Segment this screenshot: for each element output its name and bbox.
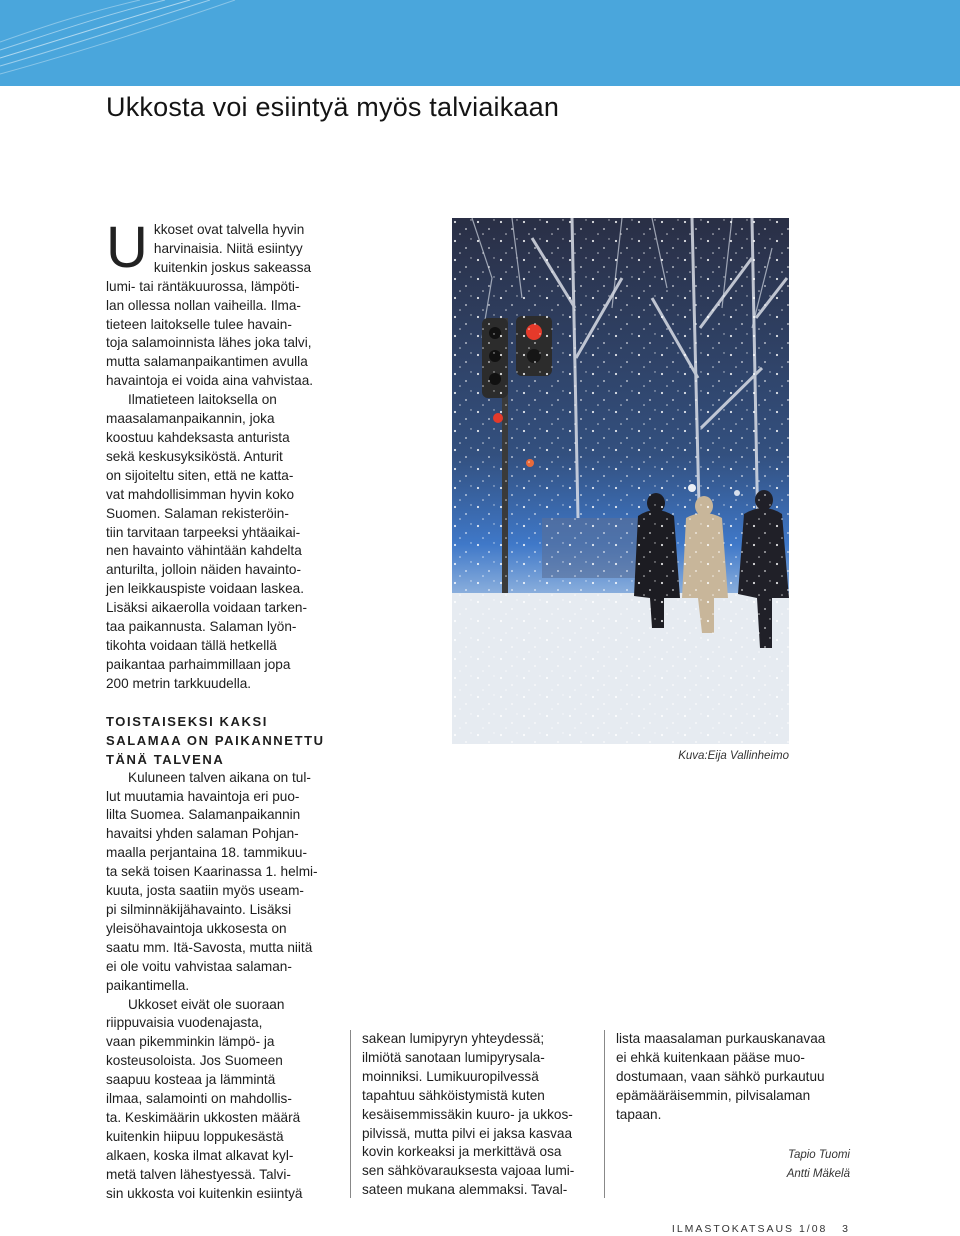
snowstorm-illustration xyxy=(452,218,789,744)
column-2 xyxy=(362,1030,598,1200)
column-3 xyxy=(616,1030,856,1125)
column-divider-2 xyxy=(604,1030,605,1198)
column-1 xyxy=(106,215,338,1204)
column-2-text: sakean lumipyryn yhteydessä; ilmiötä sanotaan lumipyrysala- moinniksi. Lumikuuropilvessä tapahtuu sähköistymistä kuten kesäisemmissäkin kuuro- ja ukkos- pilvissä, mutta pilvi ei jaksa kasvaa kovin korkeaksi ja merkittävä osa sen sähkövarauksesta vajoaa lumi- sateen mukana alemmaksi. Taval- xyxy=(362,1031,575,1198)
header-band xyxy=(0,0,960,86)
article-title: Ukkosta voi esiintyä myös talviaikaan xyxy=(106,92,560,122)
lead-paragraph: kkoset ovat talvella hyvin harvinaisia. Niitä esiintyy kuitenkin joskus sakeassa lumi- tai räntäkuurossa, lämpöti- lan ollessa nollan vaiheilla. Ilma- tieteen laitokselle tulee havain- toja salamoinnista lähes joka talvi, mutta salamanpaikantimen avulla havaintoja ei voida aina vahvistaa. xyxy=(106,222,314,389)
column-3-text: lista maasalaman purkauskanavaa ei ehkä kuitenkaan pääse muo- dostumaan, vaan sähkö purkautuu epämääräisemmin, pilvisalaman tapaan. xyxy=(616,1031,826,1122)
paragraph-observations: Kuluneen talven aikana on tul- lut muutamia havaintoja eri puo- lilta Suomea. Salamanpaikannin havaitsi yhden salaman Pohjan- maalla perjantaina 18. tammikuu- ta sekä toisen Kaarinassa 1. helmi- kuuta, josta saatiin myös useam- pi silminnäkijähavainto. Lisäksi yleisöhavaintoja ukkosesta on saatu mm. Itä-Savosta, mutta niitä ei ole voitu vahvistaa salaman- paikantimella. xyxy=(106,769,318,993)
paragraph-sensors: Ilmatieteen laitoksella on maasalamanpaikannin, joka koostuu kahdeksasta anturista sekä keskusyksiköstä. Anturit on sijoiteltu siten, että ne katta- vat mahdollisimman hyvin koko Suomen. Salaman rekisteröin- tiin tarvitaan tarpeeksi yhtäaikai- nen havainto vähintään kahdelta anturilta, jolloin näiden havainto- jen leikkauspiste voidaan laskea. Lisäksi aikaerolla voidaan tarken- taa paikannusta. Salaman lyön- tikohta voidaan tällä hetkellä paikantaa parhaimmillaan jopa 200 metrin tarkkuudella. xyxy=(106,392,307,691)
paragraph-seasons: Ukkoset eivät ole suoraan riippuvaisia vuodenajasta, vaan pikemminkin lämpö- ja kosteusoloista. Jos Suomeen saapuu kosteaa ja lämmintä ilmaa, salamointi on mahdollis- ta. Keskimäärin ukkosten määrä kuitenkin hiipuu loppukesästä alkaen, koska ilmat alkavat kyl- metä talven lähestyessä. Talvi- sin ukkosta voi kuitenkin esiintyä xyxy=(106,996,303,1201)
photo-credit: Kuva:Eija Vallinheimo xyxy=(678,750,789,762)
author-name: Tapio Tuomi xyxy=(787,1149,850,1161)
snowstorm-photo xyxy=(452,218,789,744)
author-name: Antti Mäkelä xyxy=(786,1168,850,1180)
subheading: TOISTAISEKSI KAKSI SALAMAA ON PAIKANNETTU TÄNÄ TALVENA xyxy=(106,713,325,767)
page-footer: ILMASTOKATSAUS 1/08 3 xyxy=(671,1223,850,1235)
author-list xyxy=(700,1146,850,1184)
drop-cap: U xyxy=(106,215,148,280)
column-divider-1 xyxy=(350,1030,351,1198)
header-swoosh-decoration xyxy=(0,0,960,86)
